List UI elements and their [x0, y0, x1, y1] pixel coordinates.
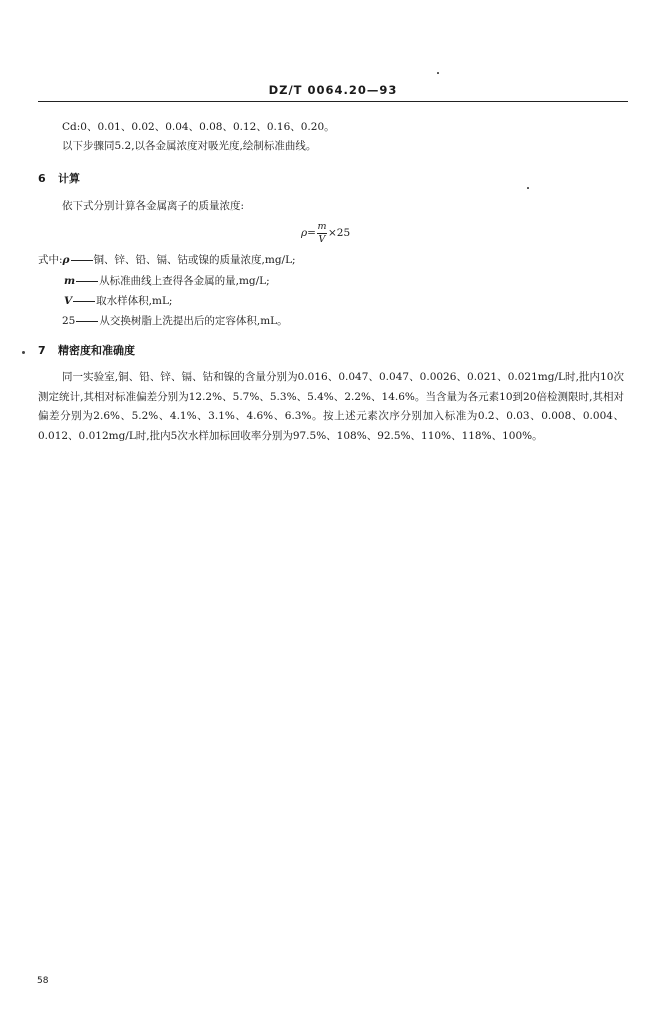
- em-dash: [76, 321, 98, 322]
- def-symbol: 25: [62, 315, 76, 327]
- definition-rho: [38, 254, 296, 267]
- page-number: 58: [37, 976, 49, 986]
- section-6-title: 计算: [58, 172, 80, 185]
- def-text: 铜、锌、铅、镉、钴或镍的质量浓度,mg/L;: [93, 254, 296, 266]
- em-dash: [71, 260, 93, 261]
- formula-lhs: ρ=: [301, 226, 316, 239]
- def-symbol: m: [64, 275, 76, 287]
- cd-concentrations-line: Cd:0、0.01、0.02、0.04、0.08、0.12、0.16、0.20。: [62, 121, 335, 133]
- formula-fraction: [317, 222, 327, 244]
- scan-speck: [437, 72, 439, 74]
- definition-m: [64, 275, 270, 288]
- def-text: 取水样体积,mL;: [96, 295, 173, 307]
- formula-numerator: m: [317, 221, 327, 232]
- formula-rhs: ×25: [327, 226, 351, 239]
- section-6-intro: 依下式分别计算各金属离子的质量浓度:: [62, 200, 245, 212]
- scan-speck: [22, 351, 25, 354]
- def-symbol: V: [64, 295, 73, 307]
- section-6-number: 6: [38, 172, 46, 185]
- section-7-number: 7: [38, 344, 46, 357]
- def-text: 从交换树脂上洗提出后的定容体积,mL。: [99, 315, 288, 327]
- subsequent-steps-line: 以下步骤同5.2,以各金属浓度对吸光度,绘制标准曲线。: [62, 140, 317, 152]
- def-text: 从标准曲线上查得各金属的量,mg/L;: [99, 275, 270, 287]
- scan-speck: [527, 187, 529, 189]
- section-7-heading: [38, 344, 135, 357]
- section-7-title: 精密度和准确度: [58, 344, 135, 357]
- concentration-formula: [301, 222, 350, 244]
- where-label: 式中:: [38, 254, 63, 266]
- header-rule: [38, 101, 628, 102]
- formula-denominator: V: [318, 233, 326, 245]
- definition-25: [62, 315, 288, 328]
- def-symbol: ρ: [62, 254, 70, 266]
- precision-accuracy-paragraph: 同一实验室,铜、铅、锌、镉、钴和镍的含量分别为0.016、0.047、0.047、0.0026、0.021、0.021mg/L时,批内10次测定统计,其相对标准偏差分别为12.2%、5.7%、5.3%、5.4%、2.2%、14.6%。当含量为各元素10到20倍检测限时,其相对偏差分别为2.6%、5.2%、4.1%、3.1%、4.6%、6.3%。按上述元素次序分别加入标准为0.2、0.03、0.008、0.004、0.012、0.012mg/L时,批内5次水样加标回收率分别为97.5%、108%、92.5%、110%、118%、100%。: [38, 371, 624, 442]
- standard-code-header: DZ/T 0064.20—93: [268, 83, 398, 97]
- em-dash: [73, 301, 95, 302]
- em-dash: [76, 281, 98, 282]
- section-6-heading: [38, 172, 80, 185]
- definition-v: [64, 295, 172, 308]
